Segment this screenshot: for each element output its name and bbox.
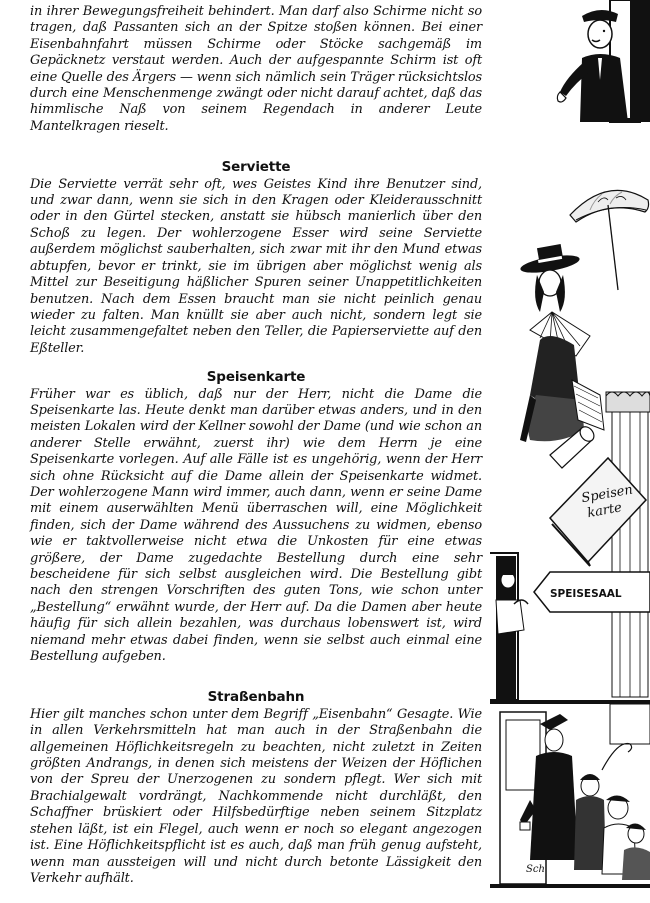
speisesaal-sign-label: SPEISESAAL <box>550 588 622 600</box>
artist-signature: Sch <box>526 864 545 875</box>
speisesaal-sign <box>534 572 650 612</box>
intro-paragraph: in ihrer Bewegungsfreiheit behindert. Man darf also Schirme nicht so tragen, daß Passanten sich an der Spitze stoßen können. Bei einer Eisenbahnfahrt müssen Schirme oder Stöcke sachgemäß im Gepäcknetz verstaut werden. Auch der aufgespannte Schirm ist oft eine Quelle des Ärgers — wenn sich nämlich sein Träger rücksichtslos durch eine Menschenmenge zwängt oder nicht darauf achtet, daß das himmlische Naß von seinem Regendach in anderer Leute Mantelkragen rieselt. <box>30 4 482 134</box>
menu-card-label-2: karte <box>586 500 624 522</box>
section-heading-speisenkarte: Speisenkarte <box>206 369 306 386</box>
article-text-column <box>30 4 482 887</box>
tram-scene-illustration <box>490 700 650 888</box>
section-body-strassenbahn: Hier gilt manches schon unter dem Begriff „Eisenbahn“ Gesagte. Wie in allen Verkehrsmitteln hat man auch in der Straßenbahn die allgemeinen Höflichkeitsregeln zu beachten, nicht zuletzt in Zeiten größten Andrangs, in denen sich meistens der Weizen der Höflichen von der Spreu der Unerzogenen zu sondern pflegt. Wer sich mit Brachialgewalt vordrängt, Nachkommende nicht durchläßt, den Schaffner brüskiert oder Hilfsbedürftige neben seinem Sitzplatz stehen läßt, ist ein Flegel, auch wenn er noch so elegant angezogen ist. Eine Höflichkeitspflicht ist es auch, daß man früh genug aufsteht, wenn man aussteigen will und nicht durch betonte Lässigkeit den Verkehr aufhält. <box>30 706 482 886</box>
column-illustration <box>606 392 650 697</box>
section-body-serviette: Die Serviette verrät sehr oft, wes Geistes Kind ihre Benutzer sind, und zwar dann, wenn sie sich in den Kragen oder Kleiderausschnitt oder in den Gürtel stecken, anstatt sie hübsch manierlich über den Schoß zu legen. Der wohlerzogene Esser wird seine Serviette außerdem möglichst sauberhalten, sich zwar mit ihr den Mund etwas abtupfen, bevor er trinkt, sie im übrigen aber möglichst wenig als Mittel zur Beseitigung häßlicher Spuren seiner Unappetitlichkeiten benutzen. Nach dem Essen braucht man sie nicht peinlich genau wieder zu falten. Man knüllt sie aber auch nicht, sondern legt sie leicht zusammengefaltet neben den Teller, die Papierserviette auf den Eßteller. <box>30 176 482 356</box>
menu-card-label-1: Speisen <box>580 482 634 507</box>
section-heading-strassenbahn: Straßenbahn <box>207 689 305 706</box>
doorway-man-illustration <box>557 0 650 122</box>
waiter-doorway-illustration <box>490 553 528 700</box>
side-illustration <box>490 0 650 903</box>
section-heading-serviette: Serviette <box>221 159 291 176</box>
section-body-speisenkarte: Früher war es üblich, daß nur der Herr, nicht die Dame die Speisenkarte las. Heute denkt man darüber etwas anders, und in den meisten Lokalen wird der Kellner sowohl der Dame (und wie schon an anderer Stelle erwähnt, zuerst ihr) wie dem Herrn je eine Speisenkarte vorlegen. Auf alle Fälle ist es ungehörig, wenn der Herr sich ohne Rücksicht auf die Dame allein der Speisenkarte widmet. Der wohlerzogene Mann wird immer, auch dann, wenn er seine Dame mit einem auserwählten Menü überraschen will, eine Möglichkeit finden, sich der Dame während des Aussuchens zu widmen, ebenso wie er taktvollerweise nicht etwa die Unkosten für eine etwas größere, der Dame zugedachte Bestellung durch eine sehr bescheidene für sich selbst ausgleichen wird. Die Bestellung gibt nach den strengen Vorschriften des guten Tons, wie schon unter „Bestellung“ erwähnt wurde, der Herr auf. Da die Damen aber heute häufig für sich allein bezahlen, was durchaus lobenswert ist, wird niemand mehr etwas dabei finden, wenn sie selbst auch einmal eine Bestellung aufgeben. <box>30 386 482 665</box>
